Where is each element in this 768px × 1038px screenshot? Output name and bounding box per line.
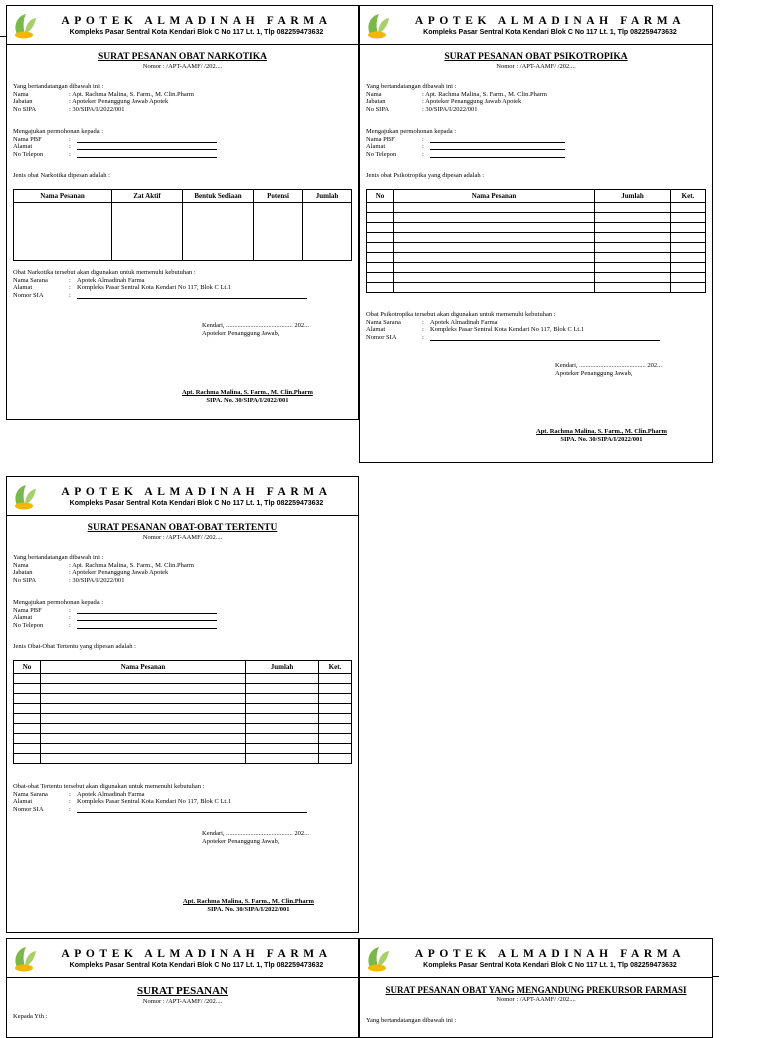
col-header: Potensi (254, 190, 303, 203)
table-cell[interactable] (112, 203, 183, 261)
table-cell[interactable] (595, 203, 671, 213)
usage-intro: Obat-obat Tertentu tersebut akan digunakan untuk memenuhi kebutuhan : (13, 783, 205, 790)
colon: : (69, 790, 71, 798)
value: : Apoteker Penanggung Jawab Apotek (422, 98, 522, 106)
colon: : (69, 614, 71, 622)
label: Jabatan (13, 569, 33, 577)
table-row (367, 203, 706, 213)
form-title: SURAT PESANAN OBAT PSIKOTROPIKA (444, 52, 628, 62)
table-row (14, 754, 352, 764)
jenis-label: Jenis Obat-Obat Tertentu yang dipesan adalah : (13, 643, 136, 650)
label: Jabatan (13, 98, 33, 106)
table-row (14, 714, 352, 724)
signer-intro: Yang bertandatangan dibawah ini : (13, 554, 104, 561)
table-row (367, 253, 706, 263)
col-header: Zat Aktif (112, 190, 183, 203)
address-field[interactable] (430, 143, 565, 150)
form-prekursor (359, 938, 713, 1038)
table-cell[interactable] (595, 263, 671, 273)
form-title: SURAT PESANAN OBAT-OBAT TERTENTU (87, 523, 278, 533)
table-cell[interactable] (367, 233, 394, 243)
label: Nama Sarana (13, 790, 48, 798)
table-cell[interactable] (595, 243, 671, 253)
table-row (367, 263, 706, 273)
usage-intro: Obat Narkotika tersebut akan digunakan untuk memenuhi kebutuhan : (13, 269, 196, 276)
col-header: No (367, 190, 394, 203)
date-line: Kendari, ......................................... 202... (202, 830, 310, 837)
colon: : (422, 150, 424, 158)
table-cell[interactable] (367, 253, 394, 263)
table-cell[interactable] (41, 684, 246, 694)
pharmacy-address: Kompleks Pasar Sentral Kota Kendari Blok C No 117 Lt. 1, Tlp 082259473632 (423, 962, 677, 969)
colon: : (422, 326, 424, 334)
table-cell[interactable] (671, 263, 706, 273)
table-cell[interactable] (671, 233, 706, 243)
form-header (7, 6, 358, 45)
table-cell[interactable] (14, 714, 41, 724)
table-cell[interactable] (41, 724, 246, 734)
table-cell[interactable] (246, 744, 319, 754)
label: Alamat (366, 143, 386, 151)
kepada-label: Kepada Yth : (13, 1013, 48, 1020)
form-number: Nomor : /APT-AAMF/ /202.... (496, 996, 576, 1003)
pharmacy-address: Kompleks Pasar Sentral Kota Kendari Blok C No 117 Lt. 1, Tlp 082259473632 (423, 29, 677, 36)
table-cell[interactable] (246, 694, 319, 704)
pharmacy-name: APOTEK ALMADINAH FARMA (414, 948, 686, 960)
table-cell[interactable] (14, 674, 41, 684)
pharmacy-name: APOTEK ALMADINAH FARMA (414, 15, 686, 27)
table-cell[interactable] (41, 754, 246, 764)
form-title: SURAT PESANAN OBAT YANG MENGANDUNG PREKURSOR FARMASI (385, 985, 687, 995)
value: : Apt. Rachma Malina, S. Farm., M. Clin.Pharm (69, 90, 194, 98)
table-row (367, 283, 706, 293)
table-cell[interactable] (367, 203, 394, 213)
table-cell[interactable] (595, 253, 671, 263)
date-line: Kendari, ......................................... 202... (555, 362, 663, 369)
table-cell[interactable] (14, 734, 41, 744)
table-cell[interactable] (595, 223, 671, 233)
value: Apotek Almadinah Farma (77, 276, 145, 284)
table-cell[interactable] (14, 724, 41, 734)
table-cell[interactable] (319, 684, 352, 694)
table-row (14, 734, 352, 744)
signer-name: Apt. Rachma Malina, S. Farm., M. Clin.Pharm (182, 389, 313, 396)
table-cell[interactable] (14, 744, 41, 754)
signer-sipa: SIPA. No. 30/SIPA/I/2022/001 (206, 397, 289, 404)
table-cell[interactable] (367, 263, 394, 273)
col-header: Nama Pesanan (394, 190, 595, 203)
signer-block (366, 83, 706, 113)
pharmacy-address: Kompleks Pasar Sentral Kota Kendari Blok C No 117 Lt. 1, Tlp 082259473632 (69, 500, 324, 507)
signer-intro: Yang bertandatangan dibawah ini : (366, 1017, 457, 1024)
value: Apotek Almadinah Farma (77, 790, 145, 798)
phone-field[interactable] (77, 151, 217, 158)
order-table (13, 189, 352, 261)
value: : Apoteker Penanggung Jawab Apotek (69, 98, 169, 106)
colon: : (69, 291, 71, 299)
label: Nama Sarana (366, 318, 401, 326)
colon: : (69, 621, 71, 629)
recipient-intro: Mengajukan permohonan kepada : (13, 128, 104, 135)
phone-field[interactable] (77, 622, 217, 629)
label: Nomor SIA (13, 291, 44, 299)
col-header: No (14, 661, 41, 674)
form-narkotika (6, 5, 359, 420)
value: Kompleks Pasar Sentral Kota Kendari No 117, Blok C Lt.1 (430, 326, 585, 334)
form-number: Nomor : /APT-AAMF/ /202.... (142, 998, 223, 1005)
form-header (7, 477, 358, 516)
pbf-field[interactable] (77, 136, 217, 143)
label: Nomor SIA (366, 333, 397, 341)
signature-block (182, 389, 313, 405)
label: Nama (13, 90, 29, 98)
table-cell[interactable] (671, 253, 706, 263)
table-cell[interactable] (14, 704, 41, 714)
label: Nama (366, 90, 382, 98)
colon: : (69, 805, 71, 813)
table-cell[interactable] (246, 734, 319, 744)
colon: : (422, 333, 424, 341)
label: No SIPA (366, 105, 390, 113)
col-header: Jumlah (595, 190, 671, 203)
date-sign-block (202, 830, 309, 846)
date-sign-block (202, 322, 309, 338)
form-tertentu (6, 476, 359, 933)
col-header: Jumlah (303, 190, 352, 203)
colon: : (422, 318, 424, 326)
colon: : (422, 135, 424, 143)
table-cell[interactable] (319, 744, 352, 754)
date-sign-block (555, 362, 662, 378)
value: : 30/SIPA/I/2022/001 (69, 105, 125, 113)
table-row (14, 684, 352, 694)
value: : 30/SIPA/I/2022/001 (69, 576, 125, 584)
table-cell[interactable] (595, 213, 671, 223)
signature-block (183, 898, 314, 914)
col-header: Ket. (319, 661, 352, 674)
table-cell[interactable] (246, 674, 319, 684)
col-header: Bentuk Sediaan (183, 190, 254, 203)
col-header: Ket. (671, 190, 706, 203)
label: Alamat (13, 614, 33, 622)
colon: : (69, 798, 71, 806)
table-cell[interactable] (41, 704, 246, 714)
form-number: Nomor : /APT-AAMF/ /202.... (142, 534, 223, 541)
table-cell[interactable] (41, 734, 246, 744)
pharmacy-name: APOTEK ALMADINAH FARMA (61, 486, 332, 498)
signer-name: Apt. Rachma Malina, S. Farm., M. Clin.Pharm (536, 428, 667, 435)
table-cell[interactable] (319, 724, 352, 734)
table-cell[interactable] (671, 243, 706, 253)
table-cell[interactable] (595, 283, 671, 293)
value: Apotek Almadinah Farma (430, 318, 498, 326)
table-cell[interactable] (41, 744, 246, 754)
usage-intro: Obat Psikotropika tersebut akan digunakan untuk memenuhi kebutuhan : (366, 311, 556, 318)
table-cell[interactable] (246, 754, 319, 764)
table-row (14, 674, 352, 684)
label: Alamat (13, 284, 33, 292)
table-cell[interactable] (246, 714, 319, 724)
pharmacy-name: APOTEK ALMADINAH FARMA (61, 15, 332, 27)
table-cell[interactable] (319, 734, 352, 744)
table-cell[interactable] (367, 273, 394, 283)
table-row (367, 213, 706, 223)
address-field[interactable] (77, 614, 217, 621)
value: : Apt. Rachma Malina, S. Farm., M. Clin.Pharm (69, 561, 194, 569)
table-cell[interactable] (394, 233, 595, 243)
table-row (14, 724, 352, 734)
label: No Telepon (13, 150, 44, 158)
table-cell[interactable] (671, 203, 706, 213)
table-cell[interactable] (183, 203, 254, 261)
pbf-field[interactable] (430, 136, 565, 143)
jenis-label: Jenis obat Narkotika dipesan adalah : (13, 172, 110, 179)
pbf-field[interactable] (77, 607, 217, 614)
table-cell[interactable] (254, 203, 303, 261)
form-number: Nomor : /APT-AAMF/ /202.... (496, 63, 576, 70)
table-cell[interactable] (303, 203, 352, 261)
page-edge-mark (713, 976, 719, 977)
colon: : (69, 284, 71, 292)
table-cell[interactable] (14, 684, 41, 694)
label: Nama PBF (13, 606, 42, 614)
date-line: Kendari, ......................................... 202... (202, 322, 310, 329)
pharmacy-name: APOTEK ALMADINAH FARMA (61, 948, 332, 960)
table-cell[interactable] (671, 283, 706, 293)
form-umum (6, 938, 359, 1038)
label: No Telepon (366, 150, 397, 158)
table-cell[interactable] (367, 283, 394, 293)
usage-block (13, 269, 352, 299)
table-cell[interactable] (319, 704, 352, 714)
table-cell[interactable] (367, 213, 394, 223)
table-cell[interactable] (394, 253, 595, 263)
value: : Apt. Rachma Malina, S. Farm., M. Clin.Pharm (422, 90, 547, 98)
sia-field[interactable] (77, 292, 307, 299)
colon: : (69, 606, 71, 614)
jenis-label: Jenis obat Psikotropika yang dipesan adalah : (366, 172, 485, 179)
table-cell[interactable] (595, 233, 671, 243)
table-cell[interactable] (394, 203, 595, 213)
usage-block (366, 311, 706, 341)
apj-label: Apoteker Penanggung Jawab, (555, 370, 633, 377)
table-cell[interactable] (367, 243, 394, 253)
recipient-intro: Mengajukan permohonan kepada : (366, 128, 457, 135)
table-cell[interactable] (319, 674, 352, 684)
signer-sipa: SIPA. No. 30/SIPA/I/2022/001 (560, 436, 643, 443)
table-cell[interactable] (14, 754, 41, 764)
recipient-block (13, 599, 352, 629)
table-cell[interactable] (394, 223, 595, 233)
phone-field[interactable] (430, 151, 565, 158)
table-cell[interactable] (41, 694, 246, 704)
label: Jabatan (366, 98, 386, 106)
colon: : (422, 143, 424, 151)
colon: : (69, 276, 71, 284)
table-cell[interactable] (394, 263, 595, 273)
label: Nama PBF (366, 135, 395, 143)
apj-label: Apoteker Penanggung Jawab, (202, 330, 280, 337)
col-header: Nama Pesanan (41, 661, 246, 674)
table-cell[interactable] (671, 223, 706, 233)
form-title: SURAT PESANAN (137, 985, 228, 997)
value: Kompleks Pasar Sentral Kota Kendari No 117, Blok C Lt.1 (77, 798, 232, 806)
label: No SIPA (13, 105, 37, 113)
pharmacy-address: Kompleks Pasar Sentral Kota Kendari Blok C No 117 Lt. 1, Tlp 082259473632 (69, 962, 324, 969)
label: Nomor SIA (13, 805, 44, 813)
form-header (7, 939, 358, 978)
table-row (367, 273, 706, 283)
form-header (360, 6, 712, 45)
label: No Telepon (13, 621, 44, 629)
colon: : (69, 143, 71, 151)
table-cell[interactable] (246, 704, 319, 714)
value: Kompleks Pasar Sentral Kota Kendari No 117, Blok C Lt.1 (77, 284, 232, 292)
label: Alamat (13, 143, 33, 151)
col-header: Nama Pesanan (14, 190, 112, 203)
table-cell[interactable] (41, 674, 246, 684)
sia-field[interactable] (430, 334, 660, 341)
recipient-block (366, 128, 706, 158)
table-cell[interactable] (319, 754, 352, 764)
signer-block (13, 554, 352, 584)
usage-block (13, 783, 352, 813)
table-cell[interactable] (319, 714, 352, 724)
label: No SIPA (13, 576, 37, 584)
col-header: Jumlah (246, 661, 319, 674)
signer-intro: Yang bertandatangan dibawah ini : (13, 83, 104, 90)
label: Nama Sarana (13, 276, 48, 284)
table-row (367, 243, 706, 253)
table-cell[interactable] (14, 694, 41, 704)
table-row (367, 223, 706, 233)
address-field[interactable] (77, 143, 217, 150)
page-edge-mark (0, 36, 6, 37)
form-header (360, 939, 712, 978)
label: Alamat (13, 798, 33, 806)
table-cell[interactable] (41, 714, 246, 724)
colon: : (69, 150, 71, 158)
table-cell[interactable] (246, 684, 319, 694)
form-psikotropika (359, 5, 713, 463)
signature-block (536, 428, 667, 444)
colon: : (69, 135, 71, 143)
table-row (14, 694, 352, 704)
table-cell[interactable] (394, 283, 595, 293)
table-cell[interactable] (595, 273, 671, 283)
table-cell[interactable] (394, 213, 595, 223)
table-cell[interactable] (367, 223, 394, 233)
table-cell[interactable] (14, 203, 112, 261)
table-cell[interactable] (671, 213, 706, 223)
table-row (367, 233, 706, 243)
sia-field[interactable] (77, 806, 307, 813)
signer-name: Apt. Rachma Malina, S. Farm., M. Clin.Pharm (183, 898, 314, 905)
table-cell[interactable] (246, 724, 319, 734)
table-cell[interactable] (319, 694, 352, 704)
signer-sipa: SIPA. No. 30/SIPA/I/2022/001 (207, 906, 290, 913)
table-row (14, 704, 352, 714)
form-title: SURAT PESANAN OBAT NARKOTIKA (97, 52, 267, 62)
label: Alamat (366, 326, 386, 334)
form-number: Nomor : /APT-AAMF/ /202.... (142, 63, 223, 70)
order-table (366, 189, 706, 293)
label: Nama (13, 561, 29, 569)
signer-block (13, 83, 352, 113)
value: : Apoteker Penanggung Jawab Apotek (69, 569, 169, 577)
table-cell[interactable] (394, 273, 595, 283)
table-row (14, 744, 352, 754)
order-table (13, 660, 352, 764)
apj-label: Apoteker Penanggung Jawab, (202, 838, 280, 845)
table-cell[interactable] (394, 243, 595, 253)
recipient-block (13, 128, 352, 158)
pharmacy-address: Kompleks Pasar Sentral Kota Kendari Blok C No 117 Lt. 1, Tlp 082259473632 (69, 29, 324, 36)
table-cell[interactable] (671, 273, 706, 283)
signer-intro: Yang bertandatangan dibawah ini : (366, 83, 457, 90)
label: Nama PBF (13, 135, 42, 143)
recipient-intro: Mengajukan permohonan kepada : (13, 599, 104, 606)
value: : 30/SIPA/I/2022/001 (422, 105, 478, 113)
